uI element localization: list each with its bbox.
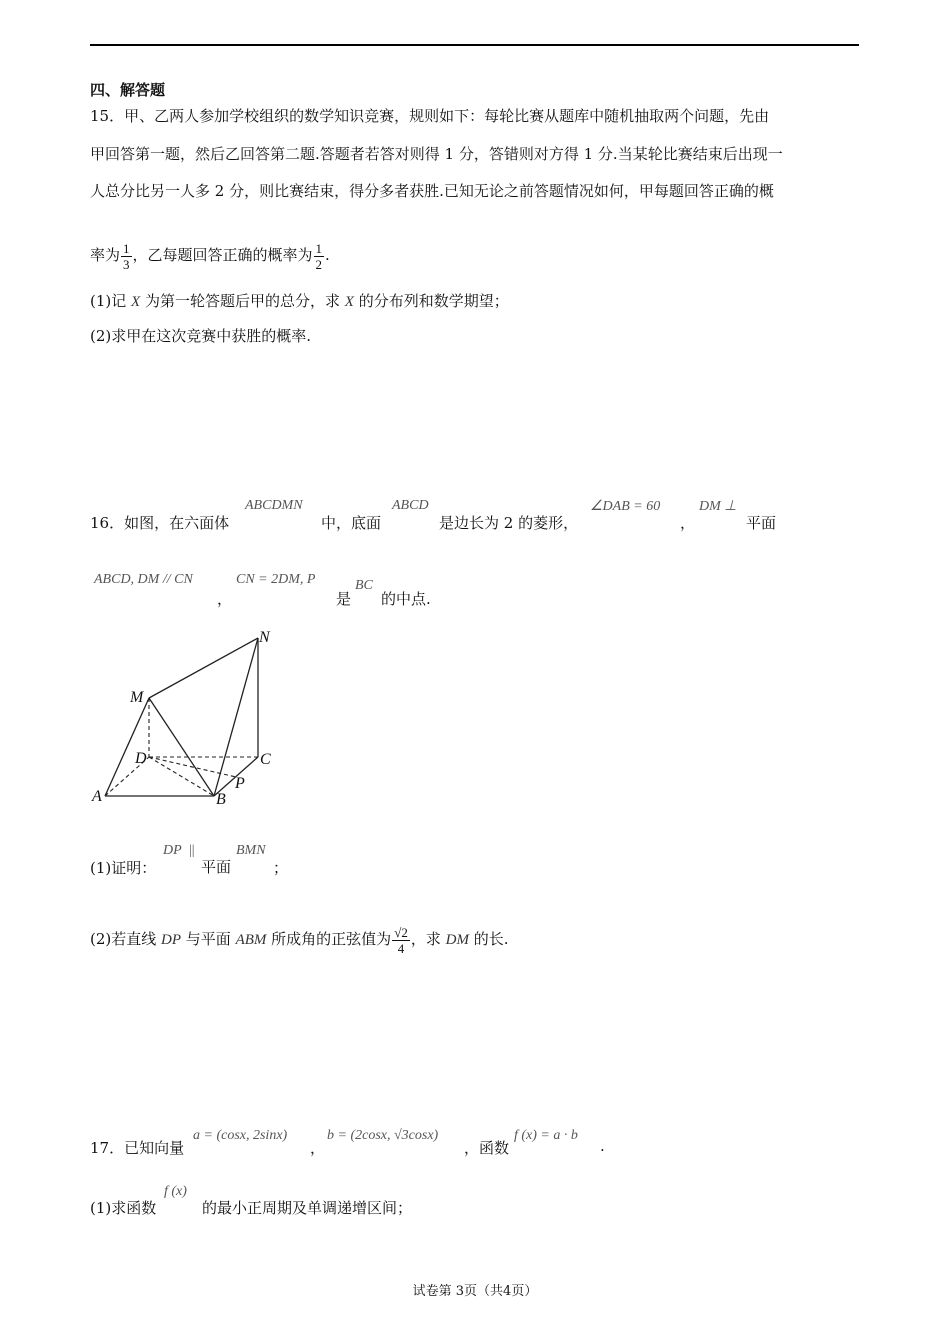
math-var: X xyxy=(344,294,354,310)
q15-line-2: 甲回答第一题，然后乙回答第二题.答题者若答对则得 1 分，答错则对方得 1 分.当某轮比赛结束后出现一 xyxy=(90,145,783,163)
header-rule xyxy=(90,44,859,46)
math-var: ABM xyxy=(235,932,267,948)
math-expr: ABCDMN xyxy=(245,498,303,513)
q16-part-2-text: 与平面 xyxy=(181,930,236,948)
q15-part-1 xyxy=(90,291,509,312)
q16-part-2 xyxy=(90,917,508,962)
math-expr: a = (cosx, 2sinx) xyxy=(193,1128,288,1143)
math-expr: ABCD, DM // CN xyxy=(94,572,193,587)
math-expr: DP xyxy=(163,843,182,858)
q15-part-1-text: (1)记 xyxy=(90,292,132,310)
q16-text: 平面 xyxy=(746,514,777,532)
edge-db-hidden xyxy=(149,757,214,796)
math-expr: b = (2cosx, √3cosx) xyxy=(327,1128,439,1143)
fraction-sqrt2-over-4 xyxy=(392,925,410,956)
math-expr: DM ⊥ xyxy=(699,499,737,514)
q16-text: 的中点. xyxy=(381,590,431,608)
math-expr: ABCD xyxy=(392,498,429,513)
q15-part-1-text: 为第一轮答题后甲的总分，求 xyxy=(140,292,345,310)
vertex-label-n: N xyxy=(259,629,270,646)
math-expr: BMN xyxy=(236,843,266,858)
vertex-label-c: C xyxy=(260,751,271,768)
q17-text: . xyxy=(600,1137,605,1155)
page-footer: 试卷第 3页（共4页） xyxy=(412,1284,538,1299)
vertex-label-d: D xyxy=(135,750,147,767)
math-var: X xyxy=(131,294,141,310)
q16-text: 是边长为 2 的菱形， xyxy=(439,514,579,532)
section-title: 四、解答题 xyxy=(90,81,166,99)
q15-text: 率为 xyxy=(90,246,121,264)
math-var: DM xyxy=(445,932,469,948)
q15-part-2: (2)求甲在这次竞赛中获胜的概率. xyxy=(90,327,312,345)
math-expr: f (x) xyxy=(164,1184,187,1199)
q16-text: 中，底面 xyxy=(321,514,382,532)
q16-part-2-text: ，求 xyxy=(410,930,446,948)
q16-part-2-text: 所成角的正弦值为 xyxy=(266,930,392,948)
hexahedron-figure xyxy=(85,620,295,815)
math-var: DP xyxy=(161,932,182,948)
vertex-label-a: A xyxy=(92,788,102,805)
parallel-symbol: || xyxy=(189,843,195,858)
q16-text: 平面 xyxy=(201,858,232,876)
fraction-numerator: √2 xyxy=(394,924,408,940)
math-expr: ∠DAB = 60 xyxy=(590,499,661,514)
fraction-numerator: 1 xyxy=(123,240,130,256)
fraction-one-third xyxy=(121,241,132,272)
q15-line-4 xyxy=(90,235,330,275)
vertex-label-m: M xyxy=(130,689,144,706)
q15-line-1: 15．甲、乙两人参加学校组织的数学知识竞赛，规则如下：每轮比赛从题库中随机抽取两个问题，先由 xyxy=(90,107,770,125)
q15-part-1-text: 的分布列和数学期望； xyxy=(353,292,509,310)
q15-text: ，乙每题回答正确的概率为 xyxy=(132,246,313,264)
edge-bn xyxy=(214,638,258,796)
vertex-label-p: P xyxy=(235,775,245,792)
fraction-one-half xyxy=(314,241,325,272)
q17-text: 17．已知向量 xyxy=(90,1139,185,1157)
fraction-denominator: 3 xyxy=(123,256,130,272)
edge-dp-hidden xyxy=(149,757,236,777)
q16-text: ； xyxy=(273,859,289,877)
q15-text: . xyxy=(325,246,330,264)
math-expr: f (x) = a · b xyxy=(514,1128,578,1143)
q16-text: ， xyxy=(217,590,233,608)
edge-mn xyxy=(149,638,258,698)
q16-part-1-label: (1)证明： xyxy=(90,859,157,877)
math-expr: CN = 2DM, P xyxy=(236,572,316,587)
q17-text: 的最小正周期及单调递增区间； xyxy=(202,1199,413,1217)
q16-text: 16．如图，在六面体 xyxy=(90,514,230,532)
q17-text: ， xyxy=(310,1139,326,1157)
q17-text: ，函数 xyxy=(464,1139,510,1157)
q17-part-1-label: (1)求函数 xyxy=(90,1199,157,1217)
q16-part-2-text: 的长. xyxy=(468,930,509,948)
fraction-numerator: 1 xyxy=(315,240,323,256)
vertex-label-b: B xyxy=(216,791,226,808)
fraction-denominator: 2 xyxy=(315,256,323,272)
edge-mb xyxy=(149,698,214,796)
fraction-denominator: 4 xyxy=(397,940,405,956)
math-expr: BC xyxy=(355,578,373,593)
q15-line-3: 人总分比另一人多 2 分，则比赛结束，得分多者获胜.已知无论之前答题情况如何，甲每题回答正确的概 xyxy=(90,182,774,200)
edge-am xyxy=(105,698,149,796)
q16-text: ， xyxy=(680,514,696,532)
q16-text: 是 xyxy=(336,590,352,608)
q16-part-2-text: (2)若直线 xyxy=(90,930,162,948)
